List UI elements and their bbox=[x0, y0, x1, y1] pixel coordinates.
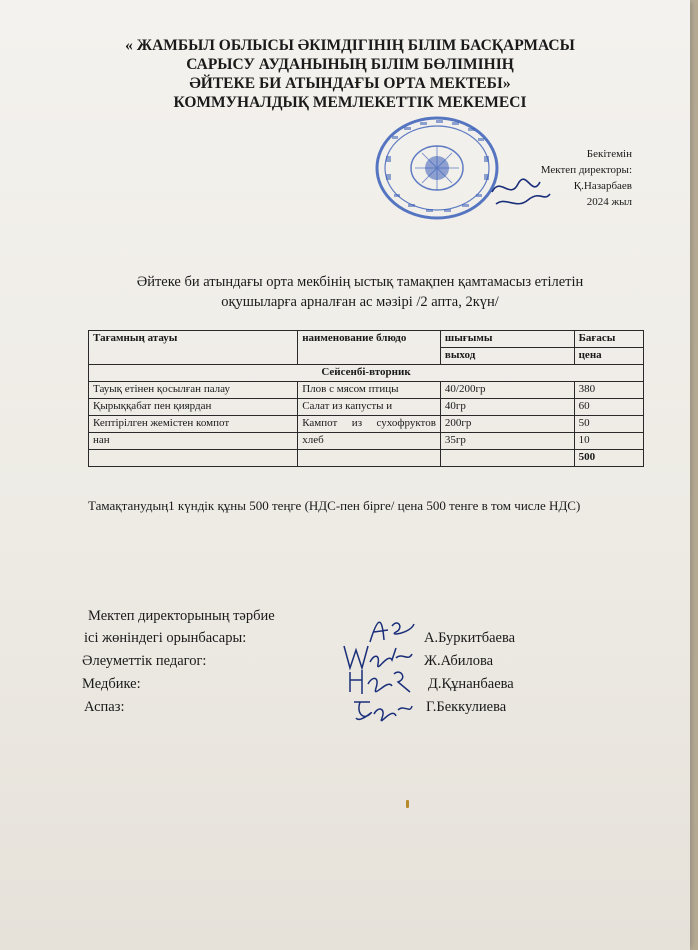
cell-price: 10 bbox=[574, 433, 643, 450]
cell-empty bbox=[298, 450, 441, 467]
day-row bbox=[89, 365, 644, 382]
nurse-signature bbox=[344, 664, 414, 696]
cell-price: 60 bbox=[574, 399, 643, 416]
cell-yield: 35гр bbox=[440, 433, 574, 450]
table-row bbox=[89, 382, 644, 399]
header-price-kz: Бағасы bbox=[574, 331, 643, 348]
header-name-ru: наименование блюдо bbox=[298, 331, 441, 365]
cook-role: Аспаз: bbox=[84, 699, 125, 715]
cost-note: Тамақтанудың1 күндік құны 500 теңге (НДС-пен бірге/ цена 500 тенге в том числе НДС) bbox=[88, 498, 581, 513]
director-signature bbox=[488, 170, 554, 212]
day-label: Сейсенбі-вторник bbox=[89, 365, 644, 382]
table-row bbox=[89, 399, 644, 416]
cell-empty bbox=[440, 450, 574, 467]
header-price-ru: цена bbox=[574, 348, 643, 365]
total-row bbox=[89, 450, 644, 467]
cell-total: 500 bbox=[574, 450, 643, 467]
cook-name: Г.Беккулиева bbox=[426, 699, 507, 715]
cell-yield: 40гр bbox=[440, 399, 574, 416]
approval-year: 2024 жыл bbox=[586, 196, 632, 208]
cell-yield: 200гр bbox=[440, 416, 574, 433]
cell-name-kz: Кептірілген жемістен компот bbox=[89, 416, 298, 433]
header-name-kz: Тағамның атауы bbox=[89, 331, 298, 365]
cell-price: 380 bbox=[574, 382, 643, 399]
header-line-2: САРЫСУ АУДАНЫНЫҢ БІЛІМ БӨЛІМІНІҢ bbox=[186, 56, 514, 73]
cell-name-ru: Плов с мясом птицы bbox=[298, 382, 441, 399]
nurse-name: Д.Құнанбаева bbox=[428, 676, 514, 692]
menu-title-line-2: оқушыларға арналған ас мәзірі /2 апта, 2күн/ bbox=[221, 294, 499, 310]
table-row bbox=[89, 416, 644, 433]
pedagog-role: Әлеуметтік педагог: bbox=[82, 653, 207, 669]
table-header-row bbox=[89, 331, 644, 348]
header-yield-ru: выход bbox=[440, 348, 574, 365]
approval-label: Бекітемін bbox=[586, 148, 632, 160]
deputy-name: А.Буркитбаева bbox=[424, 630, 516, 646]
menu-table bbox=[88, 330, 644, 467]
cell-yield: 40/200гр bbox=[440, 382, 574, 399]
menu-title bbox=[90, 272, 630, 312]
cell-name-kz: Тауық етінен қосылған палау bbox=[89, 382, 298, 399]
deputy-role-line-1: Мектеп директорының тәрбие bbox=[88, 608, 275, 624]
cell-name-ru: Салат из капусты и bbox=[298, 399, 441, 416]
menu-title-line-1: Әйтеке би атындағы орта мекбінің ыстық тамақпен қамтамасыз етілетін bbox=[136, 274, 584, 290]
cell-empty bbox=[89, 450, 298, 467]
document-header bbox=[80, 36, 620, 112]
table-row bbox=[89, 433, 644, 450]
cell-name-kz: нан bbox=[89, 433, 298, 450]
ink-speck bbox=[406, 800, 409, 808]
approval-director: Қ.Назарбаев bbox=[573, 180, 632, 192]
nurse-role: Медбике: bbox=[82, 676, 141, 692]
header-line-3: ӘЙТЕКЕ БИ АТЫНДАҒЫ ОРТА МЕКТЕБІ» bbox=[189, 75, 511, 92]
cook-signature bbox=[348, 694, 414, 726]
round-seal-stamp bbox=[374, 116, 500, 220]
cell-price: 50 bbox=[574, 416, 643, 433]
cell-name-ru: Кампот из сухофруктов bbox=[298, 416, 441, 433]
header-line-4: КОММУНАЛДЫҚ МЕМЛЕКЕТТІК МЕКЕМЕСІ bbox=[173, 94, 527, 111]
header-line-1: « ЖАМБЫЛ ОБЛЫСЫ ӘКІМДІГІНІҢ БІЛІМ БАСҚАРМАСЫ bbox=[125, 37, 575, 54]
header-yield-kz: шығымы bbox=[440, 331, 574, 348]
cell-name-kz: Қырыққабат пен қиярдан bbox=[89, 399, 298, 416]
deputy-role-line-2: ісі жөніндегі орынбасары: bbox=[84, 630, 247, 646]
pedagog-name: Ж.Абилова bbox=[424, 653, 494, 669]
approval-role: Мектеп директоры: bbox=[540, 164, 632, 176]
cell-name-ru: хлеб bbox=[298, 433, 441, 450]
